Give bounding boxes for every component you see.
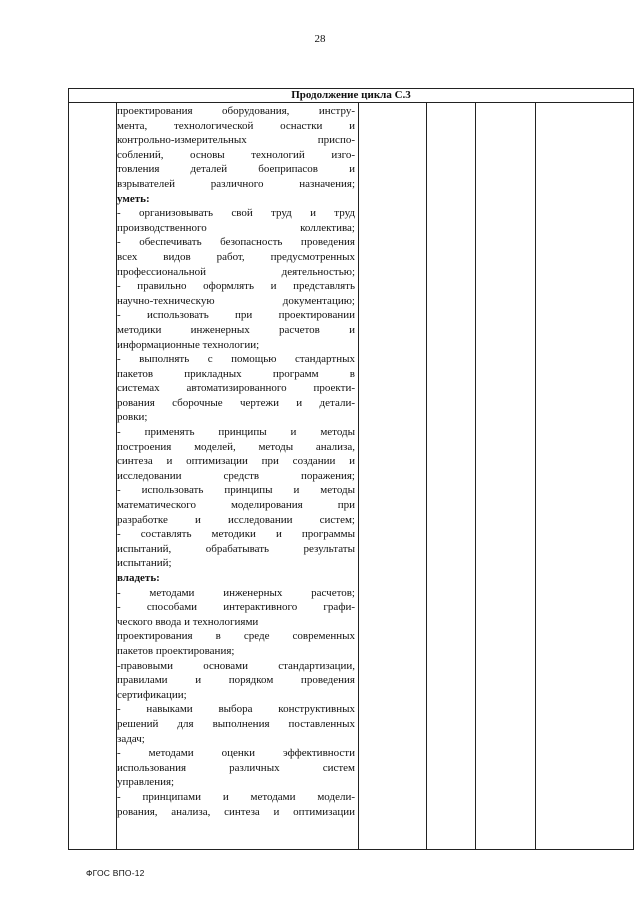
text-line: системах автоматизированного проекти-	[117, 382, 355, 395]
text-line: пакетов прикладных программ в	[117, 367, 355, 380]
text-line: рования, анализа, синтеза и оптимизации	[117, 805, 355, 818]
column-divider-5	[535, 103, 536, 849]
text-line: исследовании средств поражения;	[117, 469, 355, 482]
text-line: - использовать при проектировании	[117, 309, 355, 322]
text-line: правилами и порядком проведения	[117, 674, 355, 687]
text-line: решений для выполнения поставленных	[117, 717, 355, 730]
text-line: сертификации;	[117, 688, 187, 701]
text-line: методики инженерных расчетов и	[117, 323, 355, 336]
text-line: - применять принципы и методы	[117, 426, 355, 439]
section-heading: владеть:	[117, 572, 160, 584]
text-line: взрывателей различного назначения;	[117, 177, 355, 190]
text-line: математического моделирования при	[117, 499, 355, 512]
competencies-text	[117, 104, 355, 819]
text-line: испытаний, обрабатывать результаты	[117, 542, 355, 555]
text-line: - принципами и методами модели-	[117, 790, 355, 803]
text-line: научно-техническую документацию;	[117, 294, 355, 307]
text-line: построения моделей, методы анализа,	[117, 440, 355, 453]
curriculum-table	[68, 88, 634, 850]
text-line: профессиональной деятельностью;	[117, 265, 355, 278]
text-line: использования различных систем	[117, 761, 355, 774]
text-line: всех видов работ, предусмотренных	[117, 250, 355, 263]
text-line: разработке и исследовании систем;	[117, 513, 355, 526]
text-line: - обеспечивать безопасность проведения	[117, 236, 355, 249]
text-line: контрольно-измерительных приспо-	[117, 134, 355, 147]
footer-standard-code: ФГОС ВПО-12	[86, 868, 145, 878]
page-number: 28	[314, 33, 326, 45]
section-heading: уметь:	[117, 192, 150, 205]
text-line: задач;	[117, 732, 145, 745]
text-line: - составлять методики и программы	[117, 528, 355, 541]
text-line: ровки;	[117, 411, 148, 424]
text-line: - способами интерактивного графи-	[117, 601, 355, 614]
text-line: проектирования в среде современных	[117, 630, 355, 643]
text-line: соблений, основы технологий изго-	[117, 148, 355, 161]
text-line: - правильно оформлять и представлять	[117, 280, 355, 293]
column-divider-2	[358, 103, 359, 849]
text-line: пакетов проектирования;	[117, 644, 235, 657]
text-line: информационные технологии;	[117, 338, 260, 351]
text-line: мента, технологической оснастки и	[117, 119, 355, 132]
text-line: - выполнять с помощью стандартных	[117, 353, 355, 366]
text-line: проектирования оборудования, инстру-	[117, 105, 355, 117]
text-line: - методами оценки эффективности	[117, 747, 355, 760]
text-line: испытаний;	[117, 557, 172, 570]
text-line: ческого ввода и технологиями	[117, 615, 259, 628]
text-line: синтеза и оптимизации при создании и	[117, 455, 355, 468]
text-line: -правовыми основами стандартизации,	[117, 659, 355, 672]
column-divider-4	[475, 103, 476, 849]
text-line: управления;	[117, 776, 175, 789]
column-divider-3	[426, 103, 427, 849]
text-line: производственного коллектива;	[117, 221, 355, 234]
table-header: Продолжение цикла С.3	[69, 89, 633, 103]
text-line: рования сборочные чертежи и детали-	[117, 396, 355, 409]
text-line: - методами инженерных расчетов;	[117, 586, 355, 599]
text-line: - использовать принципы и методы	[117, 484, 355, 497]
text-line: - организовывать свой труд и труд	[117, 207, 355, 220]
text-line: товления деталей боеприпасов и	[117, 163, 355, 176]
text-line: - навыками выбора конструктивных	[117, 703, 355, 716]
